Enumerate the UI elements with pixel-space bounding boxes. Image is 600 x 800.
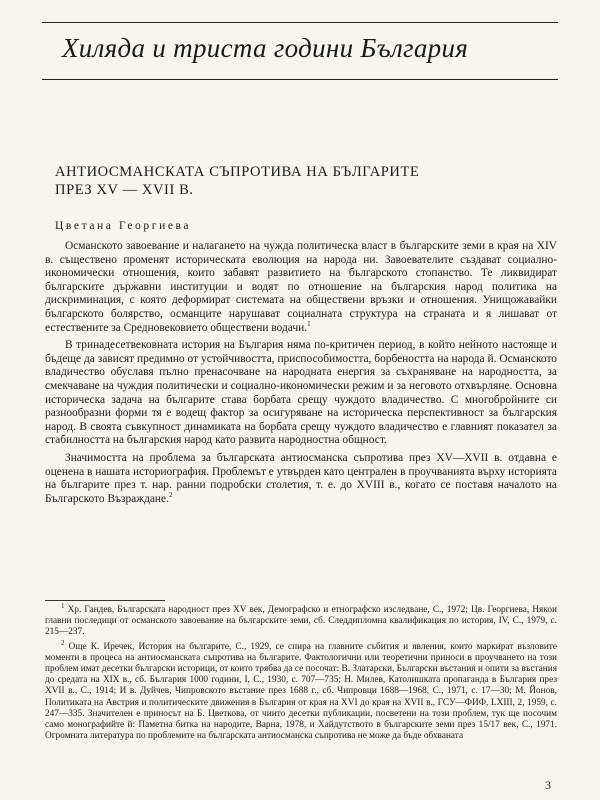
article-title-line-2: ПРЕЗ XV — XVII В. <box>55 182 194 198</box>
article-title <box>55 163 555 199</box>
footnotes <box>45 601 558 742</box>
footnote-number: 2 <box>61 638 65 647</box>
footnote-text: Хр. Гандев, Българската народност през XV век, Демографско и етнографско изследване, С., 1972; Цв. Георгиева, Някои главни последици от османското завоевание на българските земи, сб. Следдипломна квалификация по история, IV, С., 1979, с. 215—237. <box>45 605 558 638</box>
footnote-text: Още К. Иречек, История на българите, С., 1929, се спира на главните събития и явления, които маркират възловите моменти в процеса на антиосманската съпротива на българите. Фактологични или теоретични приноси в проучването на този проблем имат десетки български историци, от които трябва да се посочат: В. Златарски, Български въстания и опити за въстания до средата на XIX в., сб. България 1000 години, I, С., 1930, с. 707—735; Н. Милев, Католишката пропаганда в България през XVII в., С., 1914; И в. Дуйчев, Чипровското въстание през 1688 г., сб. Чипровци 1688—1968, С., 1971, с. 17—30; М. Йонов, Политиката на Австрия и политическите движения в България от края на XVI до края на XVII в., ГСУ—ФИФ, LXIII, 2, 1959, с. 247—335. Значителен е приносът на Б. Цветкова, от чиито десетки публикации, посветени на този проблем, тук ще посочим само монографийте й: Паметна битка на народите, Варна, 1978, и Хайдутството в българските земи през 15/17 век, С., 1971. Огромната литература по проблемите на българската антиосманска съпротива не може да бъде обхваната <box>45 641 557 742</box>
body-paragraph <box>45 339 557 448</box>
footnote-divider <box>45 600 165 601</box>
footnote <box>45 601 558 639</box>
author-name: Цветана Георгиева <box>55 220 192 232</box>
body-paragraph <box>45 240 557 335</box>
article-title-line-1: АНТИОСМАНСКАТА СЪПРОТИВА НА БЪЛГАРИТЕ <box>55 164 420 180</box>
footnote <box>45 638 557 743</box>
footnote-marker: 2 <box>168 490 173 499</box>
article-body <box>45 240 557 506</box>
footnote-marker: 1 <box>307 319 311 328</box>
paragraph-text: Османското завоевание и налагането на чужда политическа власт в българските земи в края на XIV в. съществено променят историческата еволюция на народа ни. Завоевателите създават социално-икономически отношения, които забавят развитието на българското стопанство. Те ликвидират българските държавни институции и водят по отношение на българския народ политика на дискриминация, с която деформират системата на обществени връзки и отношения. Унищожавайки българското болярство, османците нарушават социалната структура на страната и я лишават от естествените за Средновековието обществени водачи. <box>45 240 557 334</box>
running-title: Хиляда и триста години България <box>62 33 469 63</box>
running-header <box>42 22 558 80</box>
paragraph-text: Значимостта на проблема за българската антиосманска съпротива през XV—XVII в. отдавна е оценена в нашата историография. Проблемът е утвърден като централен в проучванията върху историята на българите през т. нар. ранни подробски столетия, т. е. до XVIII в., когато се поставя началото на Българското Възраждане. <box>45 451 557 505</box>
page-number: 3 <box>545 778 551 792</box>
footnote-number: 1 <box>61 601 65 610</box>
body-paragraph <box>45 452 557 506</box>
paragraph-text: В тринадесетвековната история на България няма по-критичен период, в който нейното настояще и бъдеще да зависят предимно от устойчивостта, приспособимостта, борбеността на народа й. Османското владичество обуславя пълно пренасочване на народната енергия за съхраняване на народността, за смекчаване на чуждия политически и социално-икономически режим и за неговото отхвърляне. Основна историческа задача на българите става борбата срещу чуждото владичество. С многобройните си разнообразни форми тя е водещ фактор за осигуряване на историческа перспективност за българския народ. В своята съвкупност динамиката на борбата срещу чуждото владичество е главният показател за стабилността на българския народ като развита народностна общност. <box>45 339 557 447</box>
